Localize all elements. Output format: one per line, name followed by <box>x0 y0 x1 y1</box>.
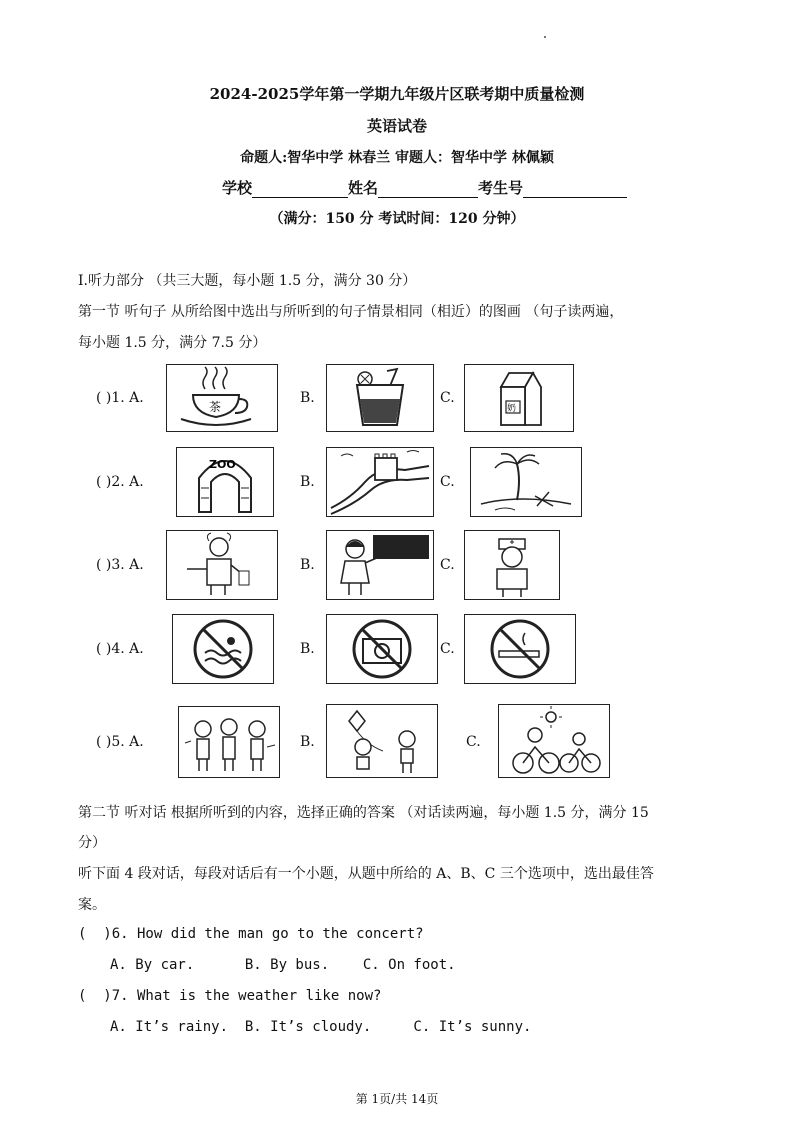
q1-label: ( )1. A. <box>96 390 144 406</box>
q3-option-b[interactable] <box>326 530 434 600</box>
q5-label: ( )5. A. <box>96 734 144 750</box>
exam-no-blank[interactable] <box>523 181 627 198</box>
q3-c-label: C. <box>440 557 455 573</box>
q3-option-a[interactable] <box>166 530 278 600</box>
question-7: ( )7. What is the weather like now? <box>78 988 382 1004</box>
page-footer: 第 1页/共 14页 <box>355 1092 439 1106</box>
q4-option-a[interactable] <box>172 614 274 684</box>
q2-option-a[interactable] <box>176 447 274 517</box>
no-photo-icon <box>327 615 437 683</box>
q1-option-b[interactable] <box>326 364 434 432</box>
beach-icon <box>471 448 581 516</box>
part1-instruction-2: 每小题 1.5 分，满分 7.5 分） <box>78 335 267 351</box>
kite-flying-icon <box>327 705 437 777</box>
q2-b-label: B. <box>300 474 315 490</box>
cycling-icon <box>499 705 609 777</box>
dialogue-instruction-1: 听下面 4 段对话，每段对话后有一个小题，从题中所给的 A、B、C 三个选项中，选出最佳答 <box>78 866 654 882</box>
dialogue-instruction-2: 案。 <box>78 897 106 913</box>
zoo-gate-icon <box>177 448 273 516</box>
section-heading: I.听力部分 （共三大题，每小题 1.5 分，满分 30 分） <box>78 273 417 289</box>
svg-text:奶: 奶 <box>507 404 517 414</box>
exam-title: 2024-2025学年第一学期九年级片区联考期中质量检测 <box>209 85 585 103</box>
question-6-options: A. By car. B. By bus. C. On foot. <box>110 957 456 973</box>
q4-option-c[interactable] <box>464 614 576 684</box>
q1-c-label: C. <box>440 390 455 406</box>
q5-b-label: B. <box>300 734 315 750</box>
q3-b-label: B. <box>300 557 315 573</box>
doctor-icon <box>465 531 559 599</box>
q1-option-a[interactable] <box>166 364 278 432</box>
svg-text:茶: 茶 <box>209 400 222 414</box>
milk-carton-icon <box>465 365 573 431</box>
score-info: （满分：150 分 考试时间：120 分钟） <box>269 211 525 227</box>
no-swimming-icon <box>173 615 273 683</box>
q1-b-label: B. <box>300 390 315 406</box>
q5-option-a[interactable] <box>178 706 280 778</box>
name-label: 姓名 <box>348 179 379 197</box>
school-blank[interactable] <box>252 181 348 198</box>
part1-instruction-1: 第一节 听句子 从所给图中选出与所听到的句子情景相同（相近）的图画 （句子读两遍， <box>78 304 624 320</box>
info-line <box>222 177 627 198</box>
juice-glass-icon <box>327 365 433 431</box>
svg-text:ZOO: ZOO <box>209 458 236 471</box>
children-singing-icon <box>179 707 279 777</box>
q4-option-b[interactable] <box>326 614 438 684</box>
great-wall-icon <box>327 448 433 516</box>
exam-subtitle: 英语试卷 <box>366 117 427 135</box>
scan-dot <box>544 36 546 38</box>
no-smoking-icon <box>465 615 575 683</box>
name-blank[interactable] <box>378 181 478 198</box>
exam-authors: 命题人:智华中学 林春兰 审题人：智华中学 林佩颖 <box>240 150 554 166</box>
question-7-options: A. It’s rainy. B. It’s cloudy. C. It’s sunny. <box>110 1019 532 1035</box>
part2-instruction-2: 分） <box>78 835 106 851</box>
q3-option-c[interactable] <box>464 530 560 600</box>
teacher-icon <box>327 531 433 599</box>
school-label: 学校 <box>222 179 253 197</box>
part2-instruction-1: 第二节 听对话 根据所听到的内容，选择正确的答案 （对话读两遍，每小题 1.5 分，满分 15 <box>78 805 649 821</box>
q3-label: ( )3. A. <box>96 557 144 573</box>
exam-no-label: 考生号 <box>478 179 524 197</box>
q4-b-label: B. <box>300 641 315 657</box>
q4-label: ( )4. A. <box>96 641 144 657</box>
question-6: ( )6. How did the man go to the concert? <box>78 926 424 942</box>
q1-option-c[interactable] <box>464 364 574 432</box>
q4-c-label: C. <box>440 641 455 657</box>
scientist-icon <box>167 531 277 599</box>
tea-cup-icon <box>167 365 277 431</box>
q2-c-label: C. <box>440 474 455 490</box>
q2-option-c[interactable] <box>470 447 582 517</box>
q2-option-b[interactable] <box>326 447 434 517</box>
q5-c-label: C. <box>466 734 481 750</box>
q2-label: ( )2. A. <box>96 474 144 490</box>
q5-option-b[interactable] <box>326 704 438 778</box>
q5-option-c[interactable] <box>498 704 610 778</box>
